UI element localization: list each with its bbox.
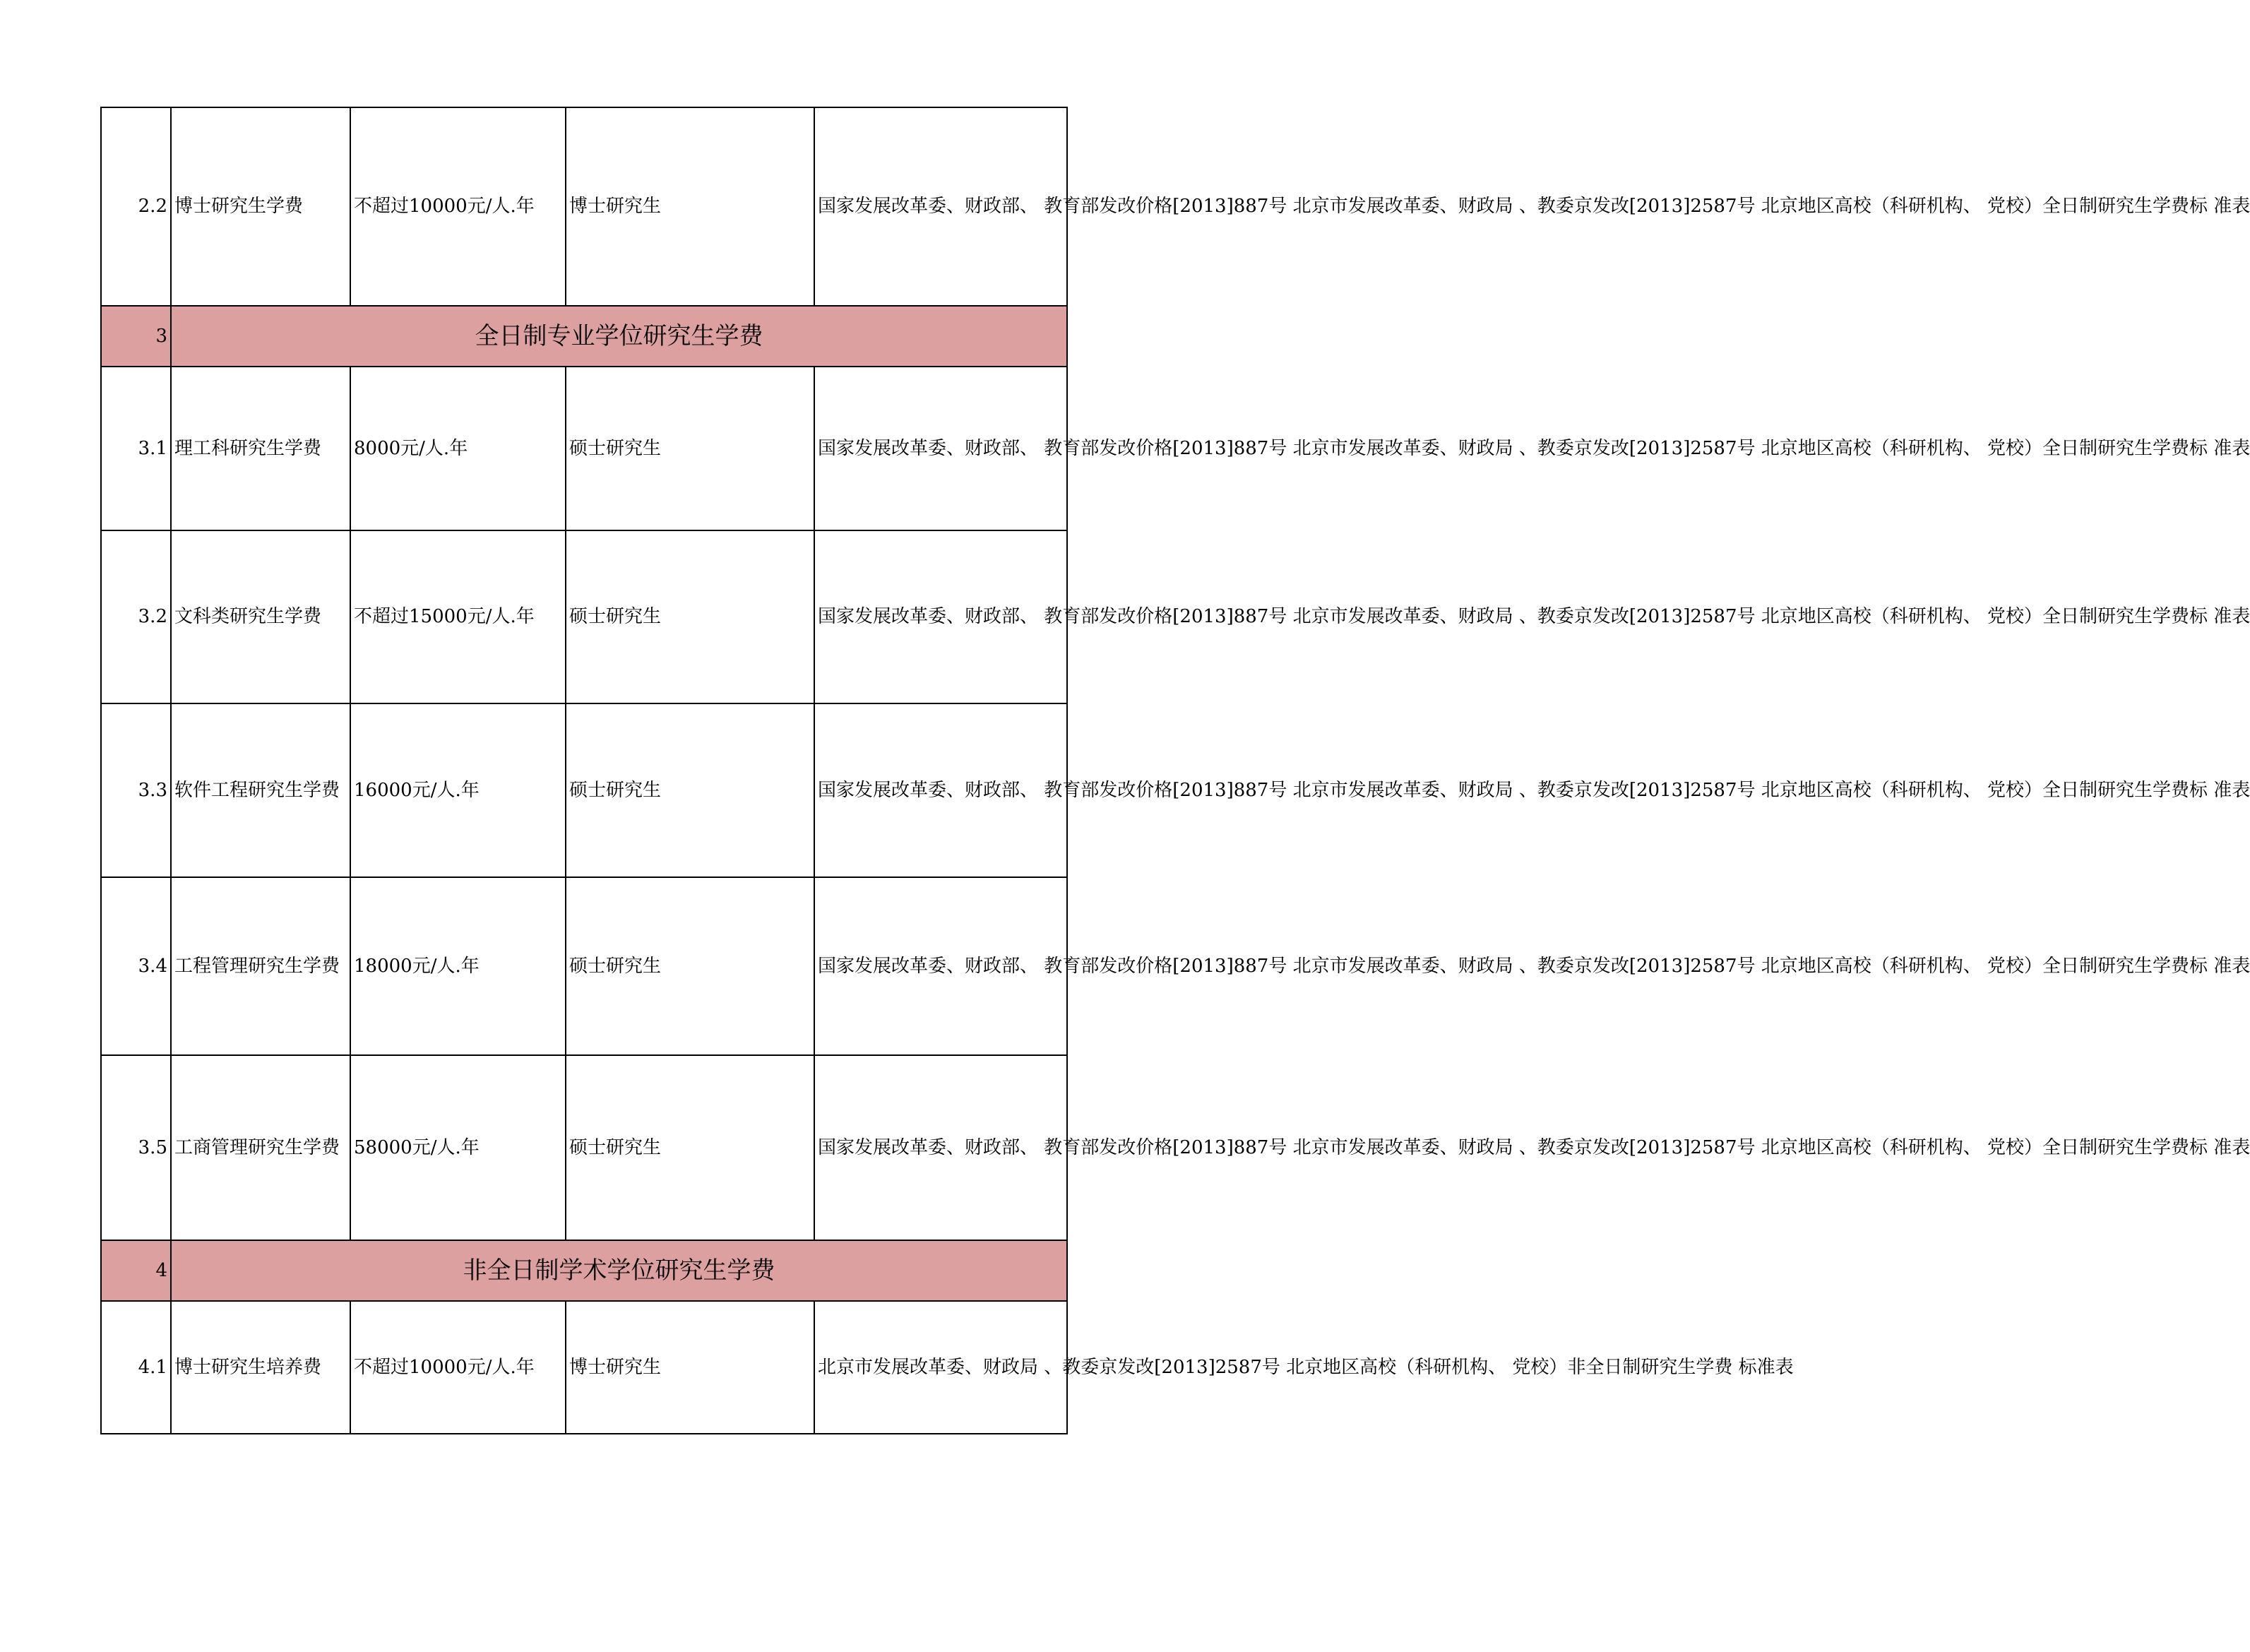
table-row-3-1 [101, 367, 1067, 530]
table-row-2-2 [101, 107, 1067, 306]
row-number: 3.4 [101, 877, 171, 1055]
fee-standard: 18000元/人.年 [350, 877, 566, 1055]
fee-basis: 国家发展改革委、财政部、 教育部发改价格[2013]887号 北京市发展改革委、财政局 、教委京发改[2013]2587号 北京地区高校（科研机构、 党校）全日制研究生学费标 准表 [814, 107, 1067, 306]
fee-standard: 8000元/人.年 [350, 367, 566, 530]
table-row-4-1 [101, 1301, 1067, 1434]
fee-standard: 不超过15000元/人.年 [350, 530, 566, 703]
fee-item-name: 博士研究生学费 [171, 107, 350, 306]
row-number: 3.1 [101, 367, 171, 530]
fee-item-name: 工商管理研究生学费 [171, 1055, 350, 1240]
fee-target: 硕士研究生 [566, 877, 814, 1055]
fee-item-name: 理工科研究生学费 [171, 367, 350, 530]
row-number: 3.5 [101, 1055, 171, 1240]
fee-basis: 北京市发展改革委、财政局 、教委京发改[2013]2587号 北京地区高校（科研机构、 党校）非全日制研究生学费 标准表 [814, 1301, 1067, 1434]
section-row-3 [101, 306, 1067, 367]
fee-target: 硕士研究生 [566, 367, 814, 530]
fee-standard: 58000元/人.年 [350, 1055, 566, 1240]
table-row-3-5 [101, 1055, 1067, 1240]
row-number: 3.3 [101, 703, 171, 877]
row-number: 3.2 [101, 530, 171, 703]
fee-basis: 国家发展改革委、财政部、 教育部发改价格[2013]887号 北京市发展改革委、财政局 、教委京发改[2013]2587号 北京地区高校（科研机构、 党校）全日制研究生学费标 准表 [814, 530, 1067, 703]
fee-target: 硕士研究生 [566, 703, 814, 877]
fee-standard: 16000元/人.年 [350, 703, 566, 877]
table-row-3-4 [101, 877, 1067, 1055]
table-row-3-3 [101, 703, 1067, 877]
fee-basis: 国家发展改革委、财政部、 教育部发改价格[2013]887号 北京市发展改革委、财政局 、教委京发改[2013]2587号 北京地区高校（科研机构、 党校）全日制研究生学费标 准表 [814, 703, 1067, 877]
fee-basis: 国家发展改革委、财政部、 教育部发改价格[2013]887号 北京市发展改革委、财政局 、教委京发改[2013]2587号 北京地区高校（科研机构、 党校）全日制研究生学费标 准表 [814, 1055, 1067, 1240]
fee-target: 硕士研究生 [566, 1055, 814, 1240]
section-row-4 [101, 1240, 1067, 1301]
row-number: 2.2 [101, 107, 171, 306]
section-title: 全日制专业学位研究生学费 [171, 306, 1067, 367]
table-row-3-2 [101, 530, 1067, 703]
fee-table [100, 107, 2250, 1434]
fee-basis: 国家发展改革委、财政部、 教育部发改价格[2013]887号 北京市发展改革委、财政局 、教委京发改[2013]2587号 北京地区高校（科研机构、 党校）全日制研究生学费标 准表 [814, 877, 1067, 1055]
fee-standard: 不超过10000元/人.年 [350, 1301, 566, 1434]
fee-basis: 国家发展改革委、财政部、 教育部发改价格[2013]887号 北京市发展改革委、财政局 、教委京发改[2013]2587号 北京地区高校（科研机构、 党校）全日制研究生学费标 准表 [814, 367, 1067, 530]
fee-item-name: 文科类研究生学费 [171, 530, 350, 703]
fee-item-name: 博士研究生培养费 [171, 1301, 350, 1434]
fee-item-name: 工程管理研究生学费 [171, 877, 350, 1055]
fee-target: 博士研究生 [566, 1301, 814, 1434]
fee-item-name: 软件工程研究生学费 [171, 703, 350, 877]
fee-target: 硕士研究生 [566, 530, 814, 703]
row-number: 4.1 [101, 1301, 171, 1434]
fee-standard: 不超过10000元/人.年 [350, 107, 566, 306]
section-number: 3 [101, 306, 171, 367]
fee-target: 博士研究生 [566, 107, 814, 306]
section-number: 4 [101, 1240, 171, 1301]
section-title: 非全日制学术学位研究生学费 [171, 1240, 1067, 1301]
